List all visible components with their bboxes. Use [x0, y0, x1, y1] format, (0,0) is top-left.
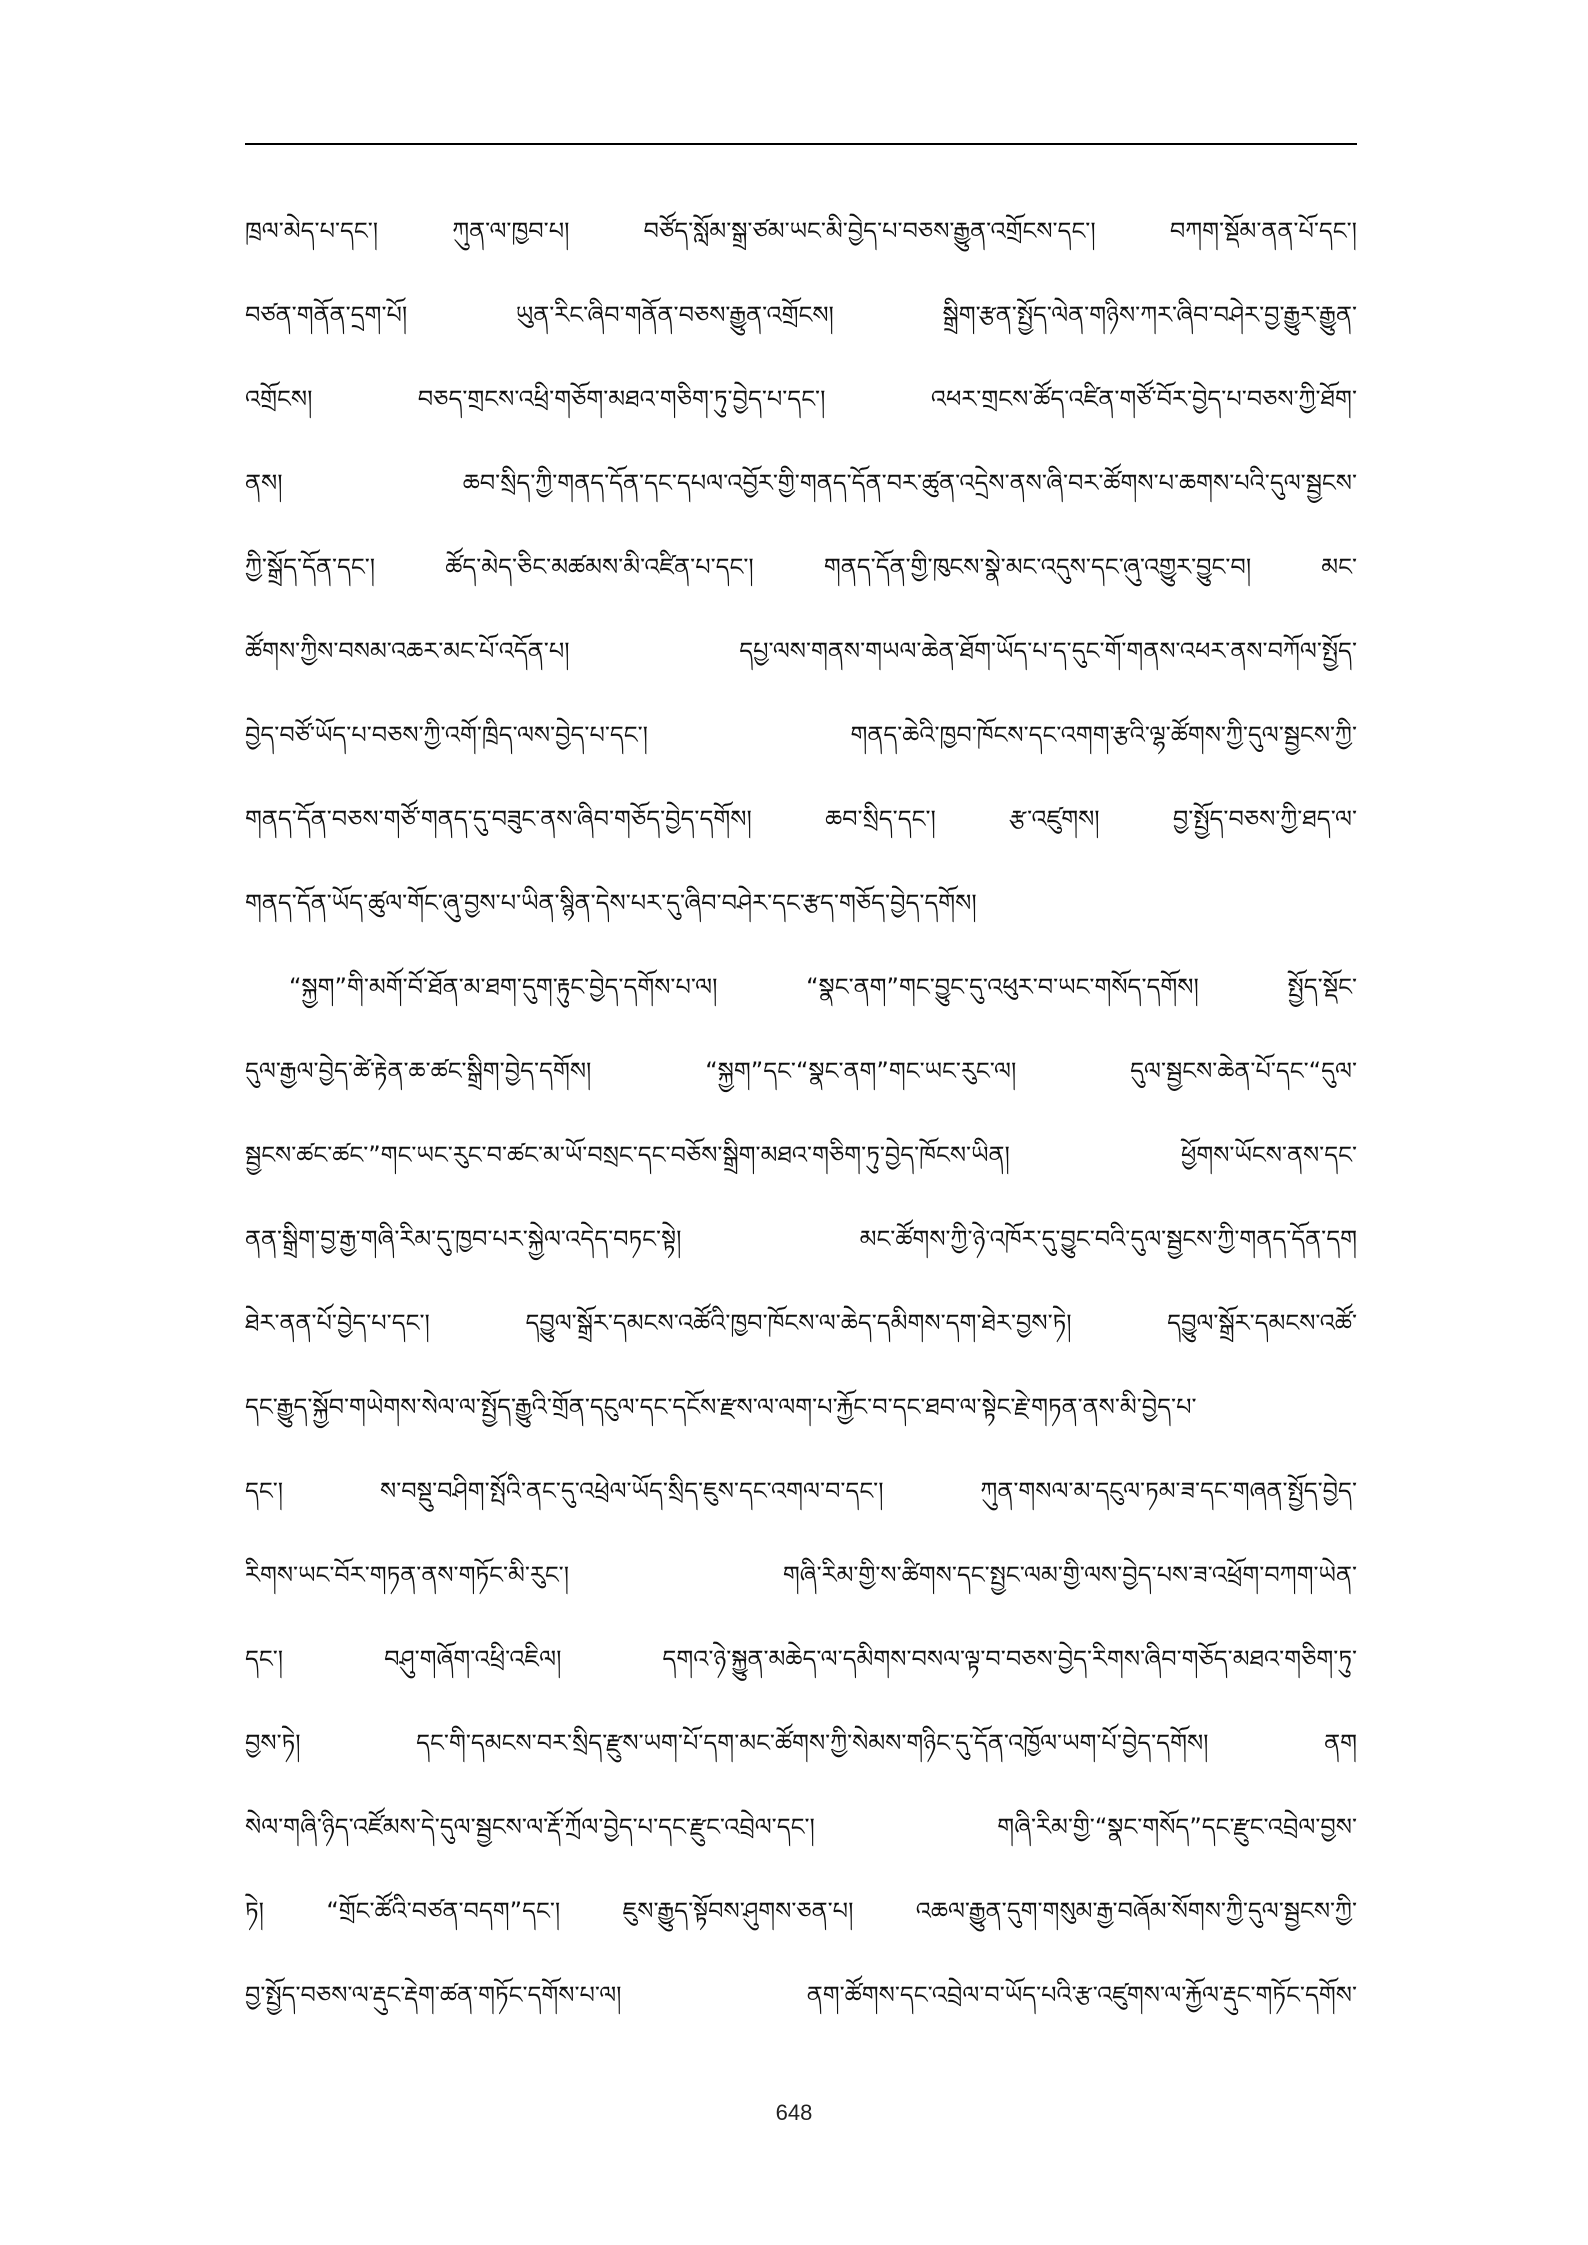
text-line: བྱ་སྤྱོད་བཅས་ལ་རྡུང་རྡེག་ཚན་གཏོང་དགོས་པ་ལ། ནག་ཚོགས་དང་འབྲེལ་བ་ཡོད་པའི་རྩ་འཛུགས་ལ་རྐྱོལ་རྡུང་གཏོང་དགོས་: [245, 1981, 1357, 2009]
text-line: བྱེད་བཙོ་ཡོད་པ་བཅས་ཀྱི་འགོ་ཁྲིད་ལས་བྱེད་པ་དང་། གནད་ཆེའི་ཁྱབ་ཁོངས་དང་འགག་རྩའི་ལྷ་ཚོགས་ཀྱི་དུལ་སྦྱངས་ཀྱི་: [245, 721, 1357, 749]
text-line: བཙན་གནོན་དྲག་པོ། ཡུན་རིང་ཞིབ་གནོན་བཅས་རྒྱུན་འགྲོངས། སྒྲིག་རྩན་སྤྱོད་ལེན་གཉིས་ཀར་ཞིབ་བཤེར་བྱ་རྒྱུར་རྒྱུན་: [245, 301, 1357, 329]
text-line: ཏེ། “གྲོང་ཚོའི་བཙན་བདག”དང་། ཇུས་རྒྱུད་སྟོབས་ཤུགས་ཅན་པ། འཆལ་རྒྱུན་དུག་གསུམ་རྒྱ་བཞོམ་སོགས་ཀྱི་དུལ་སྦྱངས་ཀྱི་: [245, 1897, 1357, 1925]
page-number: 648: [775, 2100, 813, 2125]
text-line: སྦྱངས་ཚང་ཚང་”གང་ཡང་རུང་བ་ཚང་མ་ཡོ་བསྲང་དང་བཅོས་སྒྲིག་མཐའ་གཅིག་ཏུ་བྱེད་ཁོངས་ཡིན། ཕྱོགས་ཡོངས་ནས་དང་: [245, 1141, 1357, 1169]
text-line: ཚོགས་ཀྱིས་བསམ་འཆར་མང་པོ་འདོན་པ། དཔྱ་ལས་གནས་གཡལ་ཆེན་ཐོག་ཡོད་པ་ད་དུང་གོ་གནས་འཕར་ནས་བཀོལ་སྤྱོད་: [245, 637, 1357, 665]
paragraph: [245, 189, 1357, 945]
text-line: འགྲོངས། བཅད་གྲངས་འཕྲི་གཅོག་མཐའ་གཅིག་ཏུ་བྱེད་པ་དང་། འཕར་གྲངས་ཚོད་འཛིན་གཙོ་བོར་བྱེད་པ་བཅས་ཀྱི་ཐོག་: [245, 385, 1357, 413]
text-line: ནན་སྒྲིག་བྱ་རྒྱ་གཞི་རིམ་དུ་ཁྱབ་པར་སྐྱེལ་འདེད་བཏང་སྟེ། མང་ཚོགས་ཀྱི་ཉེ་འཁོར་དུ་བྱུང་བའི་དུལ་སྦྱངས་ཀྱི་གནད་དོན་དག: [245, 1225, 1357, 1253]
text-line: གནད་དོན་བཅས་གཙོ་གནད་དུ་བཟུང་ནས་ཞིབ་གཅོད་བྱེད་དགོས། ཆབ་སྲིད་དང་། རྩ་འཛུགས། བྱ་སྤྱོད་བཅས་ཀྱི་ཐད་ལ་: [245, 805, 1357, 833]
text-line: ཀྱི་སྒྲོད་དོན་དང་། ཚོད་མེད་ཅིང་མཚམས་མི་འཛིན་པ་དང་། གནད་དོན་གྱི་ཁུངས་སྣེ་མང་འདུས་དང་ཞུ་འགྱུར་བྱུང་བ། མང་: [245, 553, 1357, 581]
text-line: དང་རྒྱུད་སྐྱོབ་གཡེགས་སེལ་ལ་སྤྱོད་རྒྱུའི་གྲོན་དངུལ་དང་དངོས་རྫས་ལ་ལག་པ་རྐྱོང་བ་དང་ཐབ་ལ་སྟེང་རྗེ་གཏན་ནས་མི་བྱེད་པ་: [245, 1393, 1197, 1421]
text-line: ཁྲལ་མེད་པ་དང་། ཀུན་ལ་ཁྱབ་པ། བཙོད་སློམ་སྒྲ་ཙམ་ཡང་མི་བྱེད་པ་བཅས་རྒྱུན་འགྲོངས་དང་། བཀག་སྡོམ་ནན་པོ་དང་།: [245, 217, 1357, 245]
text-line: སེལ་གཞི་ཉིད་འཛོམས་དེ་དུལ་སྦྱངས་ལ་རྡོ་ཀྲོལ་བྱེད་པ་དང་རྫུང་འབྲེལ་དང་། གཞི་རིམ་གྱི་“སྣང་གསོད”དང་རྫུང་འབྲེལ་བྱས་: [245, 1813, 1357, 1841]
text-line: ནས། ཆབ་སྲིད་ཀྱི་གནད་དོན་དང་དཔལ་འབྱོར་གྱི་གནད་དོན་བར་ཚུན་འདྲེས་ནས་ཞི་བར་ཚོགས་པ་ཆགས་པའི་དུལ་སྦྱངས་: [245, 469, 1357, 497]
body-text: [245, 189, 1357, 2037]
text-line: བྱས་ཏེ། དང་གི་དམངས་བར་སྲིད་རྫུས་ཡག་པོ་དག་མང་ཚོགས་ཀྱི་སེམས་གཉིང་དུ་དོན་འཁྱོལ་ཡག་པོ་བྱེད་དགོས། ནག: [245, 1729, 1357, 1757]
text-line: དང་། ས་བསྡུ་བཤིག་སྤོའི་ནང་དུ་འཕྲེལ་ཡོད་སྲིད་ཇུས་དང་འགལ་བ་དང་། ཀུན་གསལ་མ་དངུལ་ཏམ་ཟ་དང་གཞན་སྤྱོད་བྱེད་: [245, 1477, 1357, 1505]
text-line: རིགས་ཡང་བོར་གཏན་ནས་གཏོང་མི་རུང་། གཞི་རིམ་གྱི་ས་ཚིགས་དང་སྤྱང་ལམ་གྱི་ལས་བྱེད་པས་ཟ་འཕྲོག་བཀག་ཡེན་: [245, 1561, 1357, 1589]
text-line: “སྐྱག”གི་མགོ་བོ་ཐོན་མ་ཐག་དུག་རྟུང་བྱེད་དགོས་པ་ལ། “སྣང་ནག”གང་བྱུང་དུ་འཕུར་བ་ཡང་གསོད་དགོས། སྤྱོད་སྡོང་: [289, 973, 1357, 1001]
text-line: གནད་དོན་ཡོད་ཚུལ་གོང་ཞུ་བྱས་པ་ཡིན་སྙིན་དེས་པར་དུ་ཞིབ་བཤེར་དང་རྩད་གཅོད་བྱེད་དགོས།: [245, 889, 977, 917]
text-line: དུལ་རྒྱལ་བྱེད་ཚེ་རྟེན་ཆ་ཚང་སྒྲིག་བྱེད་དགོས། “སྐྱག”དང་“སྣང་ནག”གང་ཡང་རུང་ལ། དུལ་སྦྱངས་ཆེན་པོ་དང་“དུལ་: [245, 1057, 1357, 1085]
text-line: དང་། བཤུ་གཞོག་འཕྲི་འཇིལ། དགའ་ཉེ་སྐྱུན་མཆེད་ལ་དམིགས་བསལ་ལྟ་བ་བཅས་བྱེད་རིགས་ཞིབ་གཅོད་མཐའ་གཅིག་ཏུ་: [245, 1645, 1357, 1673]
text-line: ཐེར་ནན་པོ་བྱེད་པ་དང་། དབྱུལ་སྒྲོར་དམངས་འཚོའི་ཁྱབ་ཁོངས་ལ་ཆེད་དམིགས་དག་ཐེར་བྱས་ཏེ། དབྱུལ་སྒྲོར་དམངས་འཚོ་: [245, 1309, 1357, 1337]
paragraph: [245, 945, 1357, 2037]
header-rule: [245, 143, 1357, 145]
